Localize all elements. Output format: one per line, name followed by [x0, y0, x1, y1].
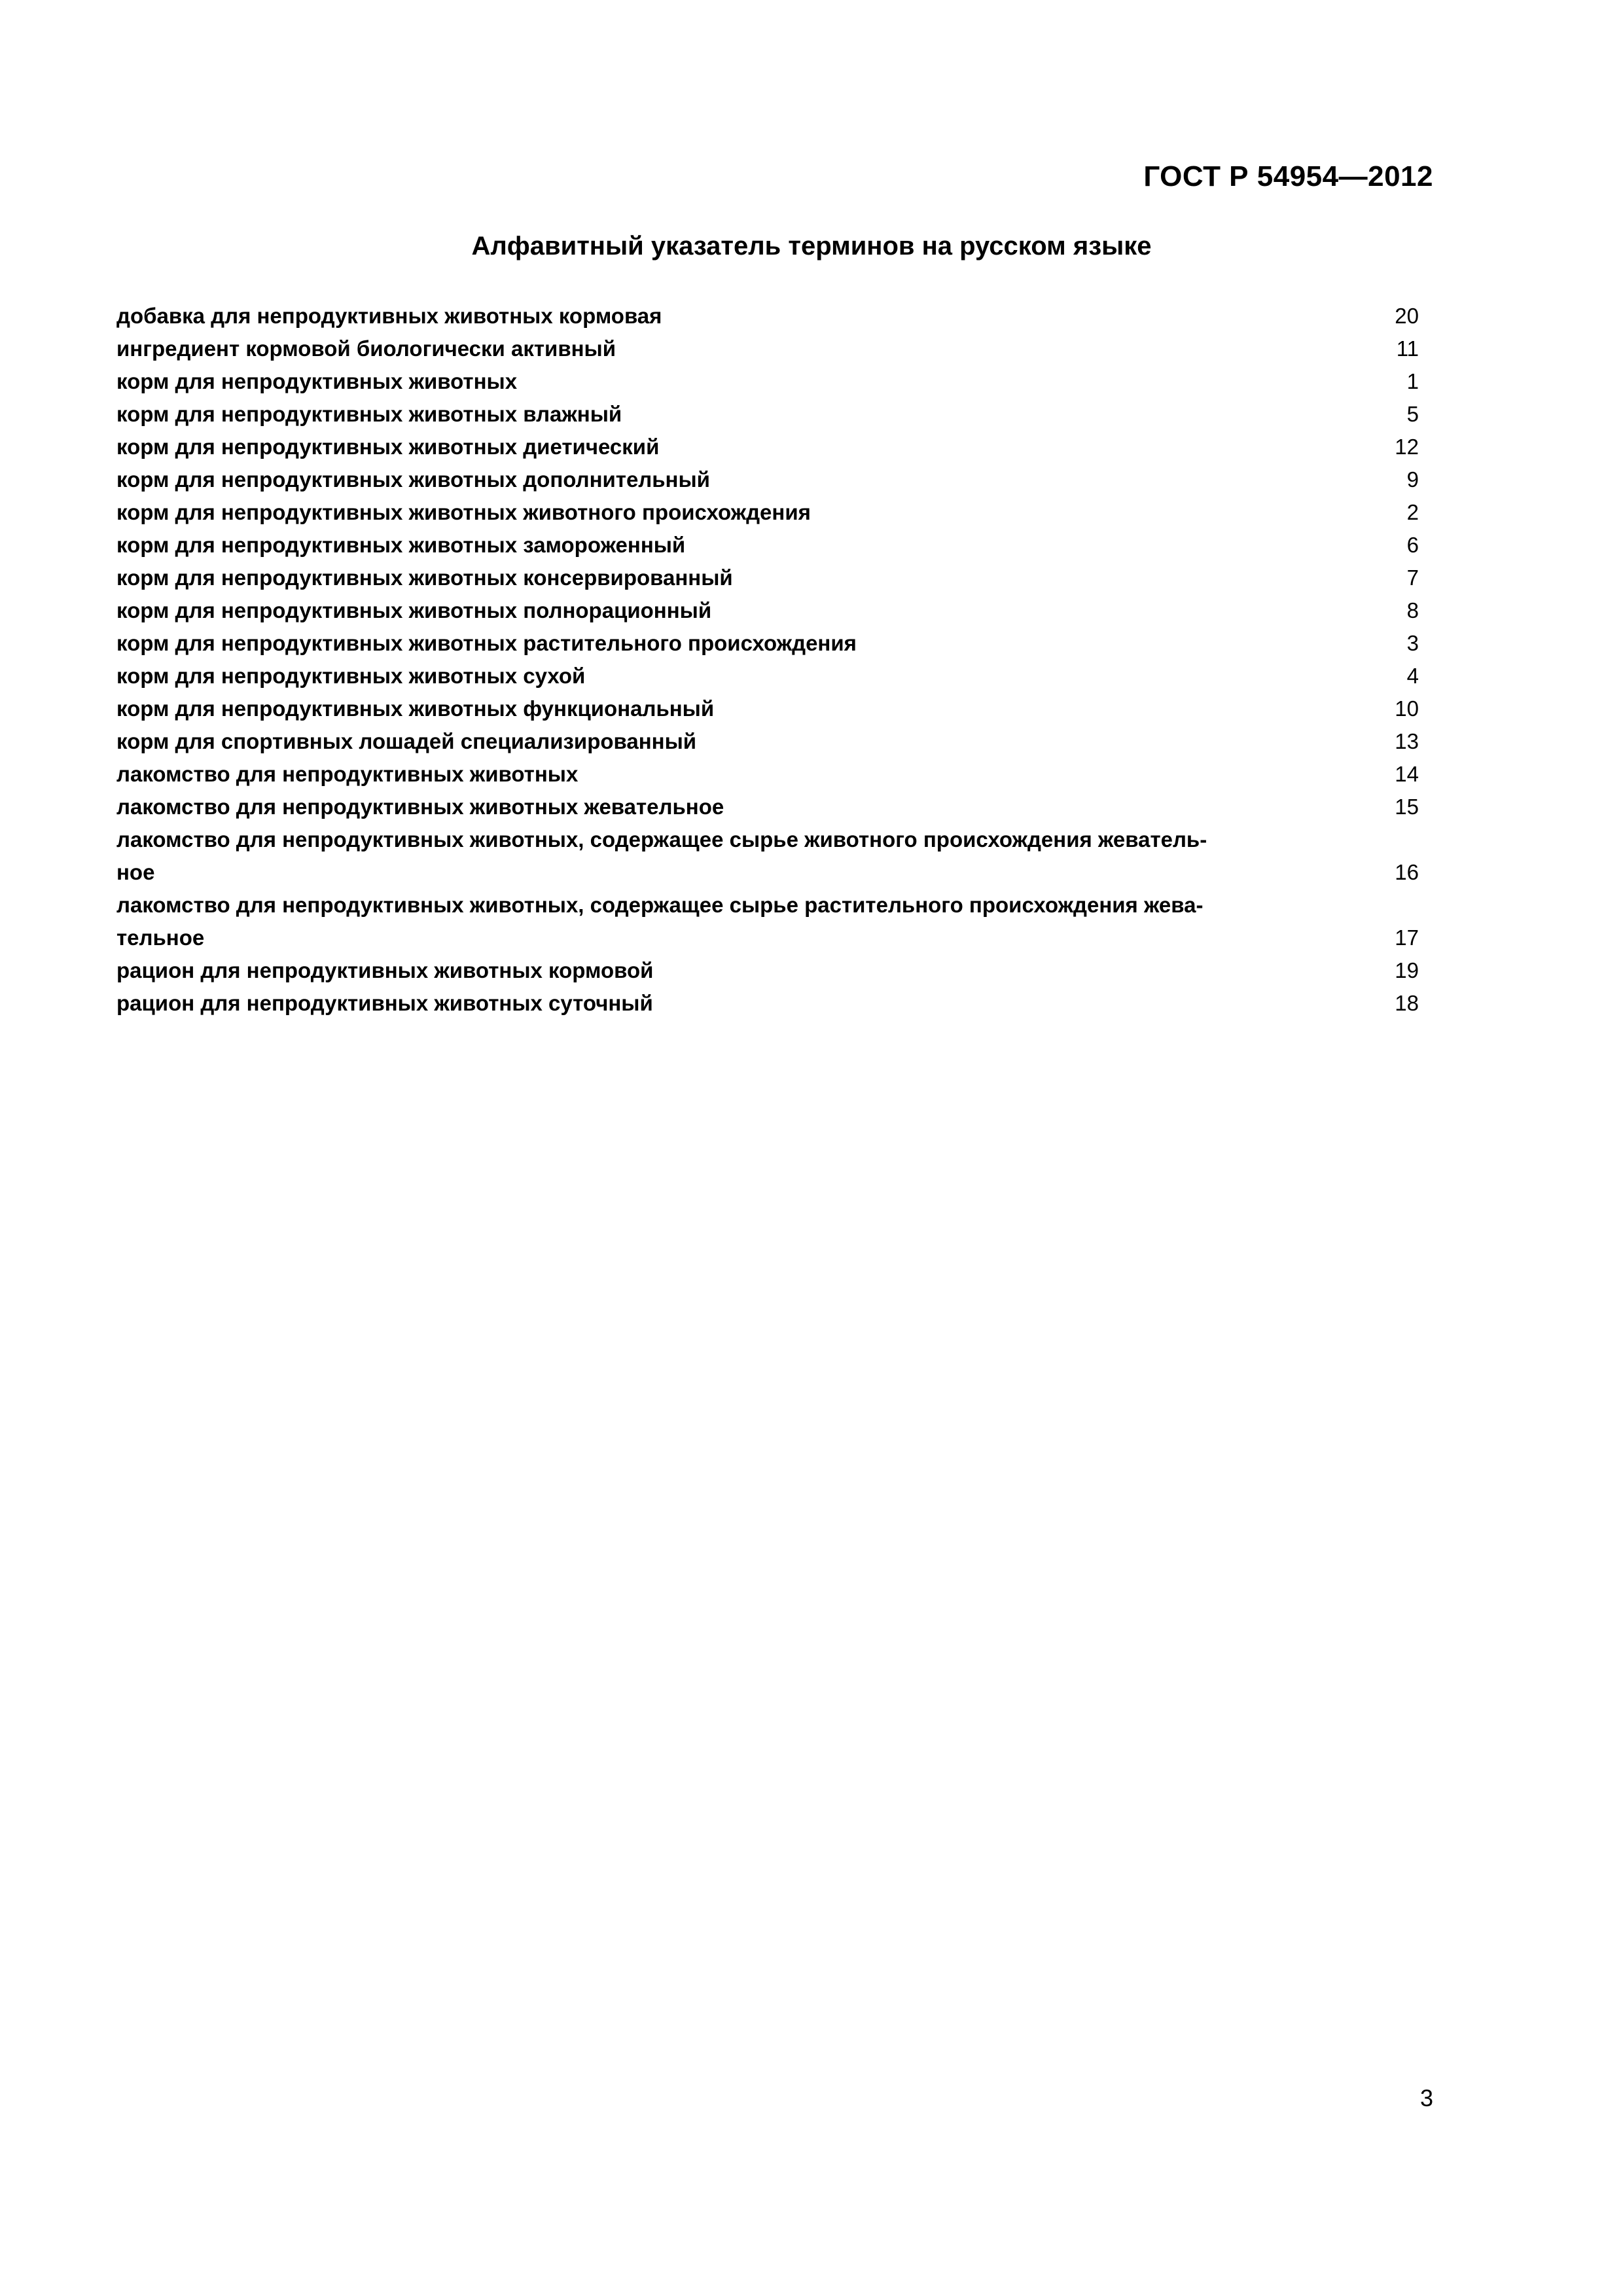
- term-number: 20: [1395, 304, 1419, 328]
- index-term: ингредиент кормовой биологически активный: [116, 336, 616, 361]
- document-code: ГОСТ Р 54954—2012: [1143, 160, 1433, 192]
- term-number: 8: [1406, 598, 1419, 622]
- index-term: корм для непродуктивных животных полнорационный: [116, 598, 712, 622]
- index-term-line: тельное: [116, 925, 205, 950]
- index-term: корм для непродуктивных животных замороженный: [116, 533, 686, 557]
- index-term: корм для спортивных лошадей специализированный: [116, 729, 697, 753]
- term-number: 19: [1395, 958, 1419, 982]
- index-term-line: лакомство для непродуктивных животных, содержащее сырье животного происхождения жеватель-: [116, 827, 1207, 852]
- index-term: корм для непродуктивных животных: [116, 369, 518, 393]
- term-number: 7: [1406, 565, 1419, 590]
- index-entry: [116, 300, 1433, 332]
- index-entry: [116, 594, 1433, 627]
- index-entry: [116, 725, 1433, 758]
- index-entry: [116, 496, 1433, 529]
- index-term: [116, 823, 1360, 889]
- term-number: 1: [1406, 369, 1419, 393]
- index-entry: [116, 398, 1433, 431]
- term-number: 13: [1395, 729, 1419, 753]
- index-term-line: ное: [116, 860, 155, 884]
- term-number: 10: [1395, 696, 1419, 721]
- index-entry: [116, 889, 1433, 954]
- index-term: рацион для непродуктивных животных суточный: [116, 991, 653, 1015]
- index-term: корм для непродуктивных животных растительного происхождения: [116, 631, 857, 655]
- term-number: 15: [1395, 795, 1419, 819]
- index-term: лакомство для непродуктивных животных: [116, 762, 579, 786]
- index-term: лакомство для непродуктивных животных жевательное: [116, 795, 724, 819]
- index-entry: [116, 562, 1433, 594]
- term-number: 18: [1395, 991, 1419, 1015]
- index-entry: [116, 692, 1433, 725]
- index-term: корм для непродуктивных животных влажный: [116, 402, 622, 426]
- term-number: 11: [1396, 336, 1419, 361]
- page-number: 3: [1419, 2085, 1433, 2111]
- term-number: 12: [1395, 435, 1419, 459]
- index-term: корм для непродуктивных животных сухой: [116, 664, 586, 688]
- index-term: рацион для непродуктивных животных кормовой: [116, 958, 654, 982]
- index-entry: [116, 758, 1433, 791]
- term-number: 9: [1406, 467, 1419, 492]
- index-term: корм для непродуктивных животных функциональный: [116, 696, 715, 721]
- index-entry: [116, 431, 1433, 463]
- term-number: 16: [1395, 860, 1419, 884]
- index-entry: [116, 823, 1433, 889]
- index-term: корм для непродуктивных животных дополнительный: [116, 467, 710, 492]
- index-entry: [116, 987, 1433, 1020]
- index-entry: [116, 332, 1433, 365]
- term-number: 4: [1406, 664, 1419, 688]
- index-term: добавка для непродуктивных животных кормовая: [116, 304, 662, 328]
- term-number: 5: [1406, 402, 1419, 426]
- term-number: 3: [1406, 631, 1419, 655]
- term-index-list: [116, 300, 1433, 1020]
- index-term: корм для непродуктивных животных животного происхождения: [116, 500, 811, 524]
- index-entry: [116, 791, 1433, 823]
- index-entry: [116, 463, 1433, 496]
- index-entry: [116, 954, 1433, 987]
- index-entry: [116, 529, 1433, 562]
- index-term: [116, 889, 1360, 954]
- term-number: 2: [1406, 500, 1419, 524]
- index-entry: [116, 660, 1433, 692]
- index-term: корм для непродуктивных животных диетический: [116, 435, 660, 459]
- term-number: 14: [1395, 762, 1419, 786]
- index-entry: [116, 627, 1433, 660]
- index-term-line: лакомство для непродуктивных животных, содержащее сырье растительного происхождения жева-: [116, 893, 1204, 917]
- index-title: Алфавитный указатель терминов на русском языке: [471, 232, 1152, 260]
- term-number: 17: [1395, 925, 1419, 950]
- index-term: корм для непродуктивных животных консервированный: [116, 565, 733, 590]
- term-number: 6: [1406, 533, 1419, 557]
- index-entry: [116, 365, 1433, 398]
